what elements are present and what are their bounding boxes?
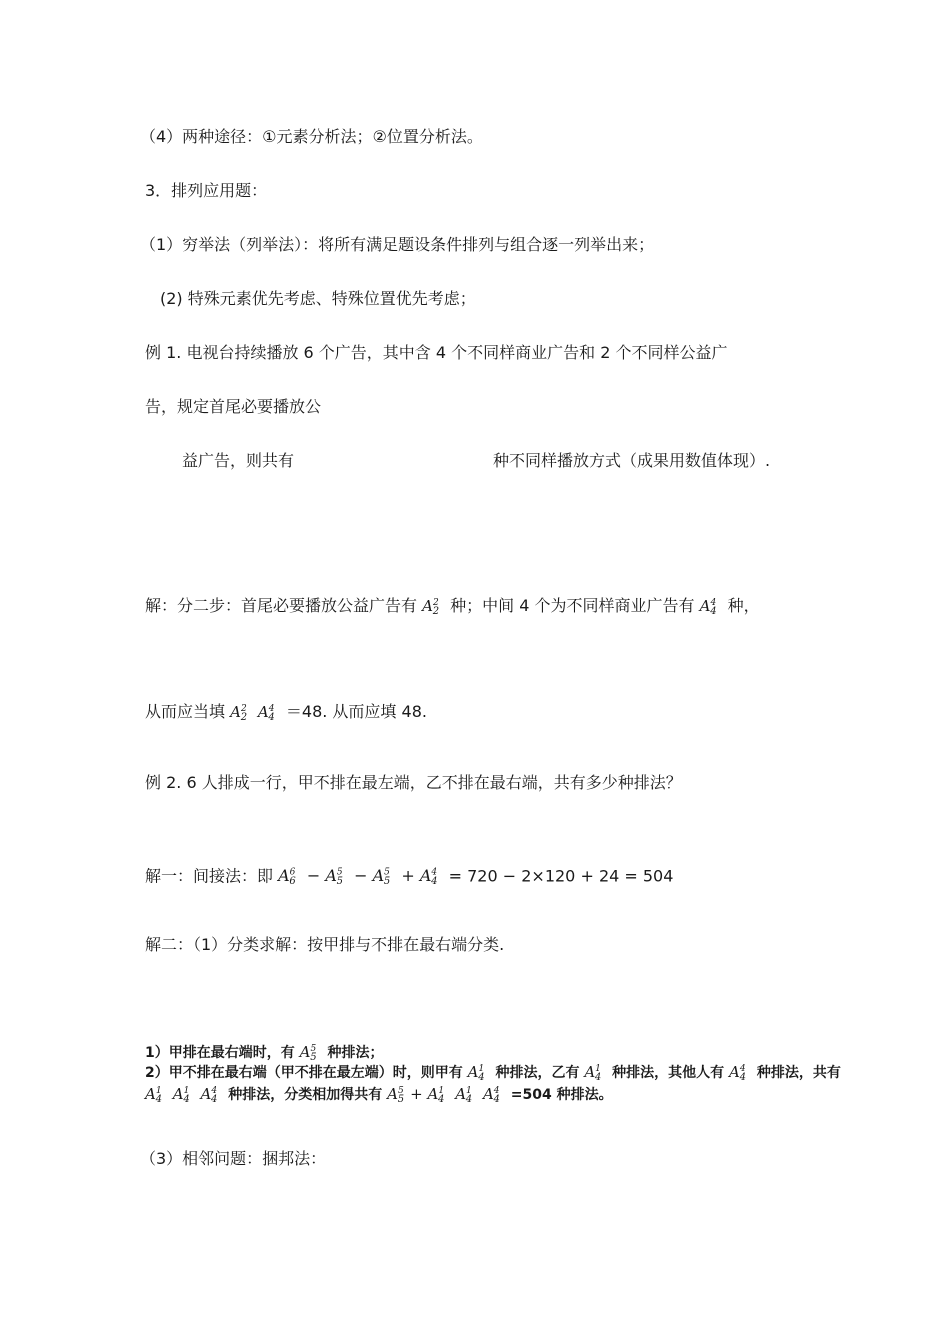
embedded-image-case-2: 2）甲不排在最右端（甲不排在最左端）时，则甲有 $A^1_4$ 种排法，乙有 $A^1_4$ 种排法，其他人有 $A^4_4$ 种排法，共有 [145,1063,841,1083]
formula-indirect-result: = 720 − 2×120 + 24 = 504 [448,866,674,886]
line-special-elements: (2) 特殊元素优先考虑、特殊位置优先考虑； [160,289,476,308]
solution-1-text-d: 从而应当填 [145,702,226,721]
solution-1-text-e: ＝48. 从而应填 48. [285,702,427,721]
solution-indirect [145,862,673,890]
formula-a22-product: $A^2_2$ $A^4_4$ [230,703,275,723]
example-1-line-3a: 益广告，则共有 [182,451,295,470]
solution-indirect-label: 解一：间接法：即 [145,866,274,886]
example-1-line-1: 例 1. 电视台持续播放 6 个广告，其中含 4 个不同样商业广告和 2 个不同样公益广 [145,343,728,362]
solution-1-line-2 [145,698,427,726]
formula-indirect: $A^66 - A^55 - A^55 + A^44$ [278,866,438,888]
heading-permutation-problems: 3．排列应用题： [145,181,268,200]
example-2: 例 2. 6 人排成一行，甲不排在最左端，乙不排在最右端，共有多少种排法？ [145,773,682,792]
line-enumeration-method: （1）穷举法（列举法）：将所有满足题设条件排列与组合逐一列举出来； [140,235,655,254]
example-1-line-3b: 种不同样播放方式（成果用数值体现）. [493,451,771,470]
embedded-image-case-2-continued: $A^1_4$ $A^1_4$ $A^4_4$ 种排法，分类相加得共有 $A^5_5 + A^1_4$ $A^1_4$ $A^4_4 =504$ 种排法。 [145,1085,613,1105]
solution-1-text-b: 种；中间 4 个为不同样商业广告有 [450,596,695,615]
solution-1-text-c: 种， [727,596,760,615]
formula-a22: $A^2_2$ [422,597,440,617]
solution-1-text-a: 解：分二步：首尾必要播放公益广告有 [145,596,418,615]
formula-a44: $A^4_4$ [699,597,717,617]
line-two-methods: （4）两种途径：①元素分析法；②位置分析法。 [140,127,483,146]
embedded-image-case-1: 1）甲排在最右端时，有 $A^5_5$ 种排法； [145,1043,384,1063]
solution-classification: 解二：（1）分类求解：按甲排与不排在最右端分类. [145,935,505,954]
example-1-line-2: 告，规定首尾必要播放公 [145,397,322,416]
line-adjacent-problem: （3）相邻问题：捆邦法： [140,1149,327,1168]
solution-1-line-1 [145,592,760,620]
